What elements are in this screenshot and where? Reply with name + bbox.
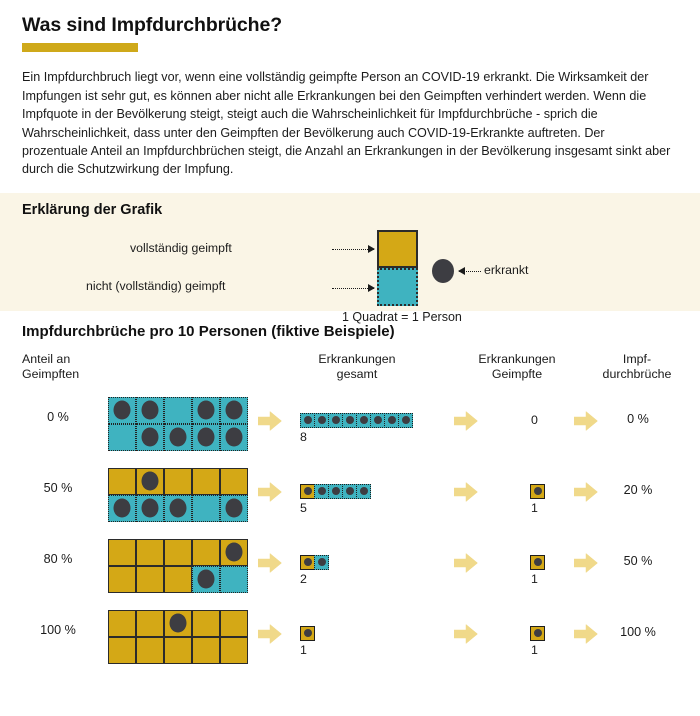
sick-dot-icon [170, 614, 187, 633]
vaccinated-illnesses-strip [530, 484, 544, 499]
chart-section [0, 311, 700, 670]
sick-dot-icon [304, 487, 312, 495]
legend-swatch-unvaccinated [377, 268, 418, 306]
person-square [136, 495, 164, 522]
chart-row [22, 528, 678, 599]
vaccinated-illness-cell [530, 484, 545, 499]
header-section [0, 0, 700, 179]
arrow-right-icon [574, 411, 598, 431]
person-square [164, 566, 192, 593]
arrow-right-icon [454, 411, 478, 431]
person-square [220, 495, 248, 522]
chart-row [22, 386, 678, 457]
person-square [136, 397, 164, 424]
total-illness-cell [328, 413, 343, 428]
arrow-right-icon [258, 553, 282, 573]
person-square [136, 610, 164, 637]
sick-dot-icon [226, 499, 243, 518]
sick-dot-icon [170, 499, 187, 518]
total-illnesses-strip [300, 413, 412, 428]
legend-sick-dot-icon [432, 259, 454, 283]
chart-column-headers [22, 352, 678, 386]
sick-dot-icon [114, 401, 131, 420]
vaccinated-illnesses-strip [530, 626, 544, 641]
total-illness-cell [384, 413, 399, 428]
breakthrough-percentage: 20 % [623, 482, 653, 497]
person-square [108, 424, 136, 451]
total-illnesses-strip [300, 484, 370, 499]
column-header-total-illnesses: Erkrankungen gesamt [318, 351, 396, 382]
breakthrough-percentage: 100 % [620, 624, 656, 639]
arrow-right-icon [574, 553, 598, 573]
chart-title: Impfdurchbrüche pro 10 Personen (fiktive Beispiele) [22, 322, 395, 340]
legend-label-sick: erkrankt [484, 262, 529, 277]
arrow-right-icon [574, 482, 598, 502]
person-square [164, 424, 192, 451]
sick-dot-icon [226, 428, 243, 447]
total-illness-cell [300, 555, 315, 570]
total-illnesses-count: 1 [300, 642, 307, 657]
sick-dot-icon [114, 499, 131, 518]
arrow-right-icon [258, 411, 282, 431]
sick-dot-icon [318, 487, 326, 495]
total-illness-cell [314, 413, 329, 428]
person-square [136, 424, 164, 451]
person-square [192, 468, 220, 495]
column-header-breakthroughs: Impf- durchbrüche [602, 351, 672, 382]
legend-label-not-vaccinated: nicht (vollständig) geimpft [86, 278, 226, 293]
legend-section [0, 193, 700, 324]
arrow-right-icon [574, 624, 598, 644]
total-illness-cell [356, 413, 371, 428]
total-illness-cell [398, 413, 413, 428]
person-square [108, 637, 136, 664]
person-square [192, 424, 220, 451]
person-square [192, 495, 220, 522]
sick-dot-icon [360, 487, 368, 495]
sick-dot-icon [534, 558, 542, 566]
chart-rows [22, 386, 678, 670]
person-square [164, 495, 192, 522]
legend-caption: 1 Quadrat = 1 Person [342, 309, 462, 324]
total-illness-cell [356, 484, 371, 499]
sick-dot-icon [226, 543, 243, 562]
person-square [164, 468, 192, 495]
page-title: Was sind Impfdurchbrüche? [22, 14, 283, 36]
row-share-label: 100 % [40, 622, 76, 637]
person-square [136, 468, 164, 495]
sick-dot-icon [198, 428, 215, 447]
column-header-share: Anteil an Geimpften [22, 351, 80, 382]
person-square [136, 637, 164, 664]
sick-dot-icon [198, 401, 215, 420]
legend-diagram [22, 222, 678, 324]
vaccinated-illnesses-count: 1 [531, 571, 538, 586]
sick-dot-icon [346, 416, 354, 424]
title-underline-rule [22, 43, 138, 52]
legend-label-fully-vaccinated: vollständig geimpft [130, 240, 232, 255]
person-square [108, 610, 136, 637]
person-square [220, 637, 248, 664]
sick-dot-icon [346, 487, 354, 495]
total-illnesses-count: 8 [300, 429, 307, 444]
total-illness-cell [342, 484, 357, 499]
sick-dot-icon [318, 416, 326, 424]
total-illnesses-count: 5 [300, 500, 307, 515]
legend-arrow-to-yellow-icon [332, 249, 374, 250]
person-square [164, 539, 192, 566]
total-illnesses-strip [300, 555, 328, 570]
sick-dot-icon [142, 499, 159, 518]
sick-dot-icon [534, 487, 542, 495]
total-illness-cell [342, 413, 357, 428]
person-square [220, 566, 248, 593]
arrow-right-icon [454, 553, 478, 573]
person-square [192, 566, 220, 593]
person-square [192, 637, 220, 664]
total-illnesses-count: 2 [300, 571, 307, 586]
total-illnesses-strip [300, 626, 314, 641]
breakthrough-percentage: 0 % [627, 411, 649, 426]
arrow-right-icon [454, 624, 478, 644]
person-square [220, 424, 248, 451]
row-share-label: 80 % [43, 551, 73, 566]
person-square [220, 539, 248, 566]
sick-dot-icon [388, 416, 396, 424]
person-square [108, 495, 136, 522]
sick-dot-icon [318, 558, 326, 566]
person-square [220, 610, 248, 637]
legend-arrow-to-dot-icon [459, 271, 481, 272]
column-header-vaccinated-illnesses: Erkrankungen Geimpfte [478, 351, 556, 382]
population-grid [108, 468, 248, 522]
sick-dot-icon [170, 428, 187, 447]
chart-row [22, 599, 678, 670]
total-illness-cell [328, 484, 343, 499]
person-square [164, 610, 192, 637]
sick-dot-icon [304, 558, 312, 566]
vaccinated-illness-cell [530, 626, 545, 641]
population-grid [108, 397, 248, 451]
person-square [136, 566, 164, 593]
sick-dot-icon [332, 487, 340, 495]
legend-swatch-vaccinated [377, 230, 418, 268]
row-share-label: 50 % [43, 480, 73, 495]
sick-dot-icon [534, 629, 542, 637]
sick-dot-icon [360, 416, 368, 424]
sick-dot-icon [198, 570, 215, 589]
person-square [220, 468, 248, 495]
total-illness-cell [300, 484, 315, 499]
sick-dot-icon [142, 401, 159, 420]
person-square [192, 397, 220, 424]
person-square [164, 397, 192, 424]
person-square [108, 539, 136, 566]
person-square [108, 397, 136, 424]
breakthrough-percentage: 50 % [623, 553, 653, 568]
arrow-right-icon [258, 482, 282, 502]
sick-dot-icon [226, 401, 243, 420]
population-grid [108, 539, 248, 593]
person-square [164, 637, 192, 664]
row-share-label: 0 % [47, 409, 69, 424]
person-square [192, 539, 220, 566]
person-square [108, 468, 136, 495]
arrow-right-icon [454, 482, 478, 502]
sick-dot-icon [402, 416, 410, 424]
legend-title: Erklärung der Grafik [22, 201, 163, 218]
total-illness-cell [370, 413, 385, 428]
person-square [108, 566, 136, 593]
person-square [192, 610, 220, 637]
sick-dot-icon [374, 416, 382, 424]
vaccinated-illnesses-count: 0 [531, 412, 538, 427]
sick-dot-icon [142, 428, 159, 447]
sick-dot-icon [304, 416, 312, 424]
legend-arrow-to-teal-icon [332, 288, 374, 289]
arrow-right-icon [258, 624, 282, 644]
vaccinated-illnesses-count: 1 [531, 500, 538, 515]
total-illness-cell [300, 413, 315, 428]
vaccinated-illnesses-count: 1 [531, 642, 538, 657]
sick-dot-icon [304, 629, 312, 637]
vaccinated-illnesses-strip [530, 555, 544, 570]
sick-dot-icon [332, 416, 340, 424]
person-square [136, 539, 164, 566]
total-illness-cell [314, 484, 329, 499]
chart-row [22, 457, 678, 528]
vaccinated-illness-cell [530, 555, 545, 570]
intro-paragraph: Ein Impfdurchbruch liegt vor, wenn eine vollständig geimpfte Person an COVID-19 erkrankt. Die Wirksamkeit der Impfungen ist sehr gut, es können aber nicht alle Erkrankungen bei den Geimpften verhindert werden. Wenn die Impfquote in der Bevölkerung steigt, steigt auch die Wahrscheinlichkeit für Impfdurchbrüche - sprich die Wahrscheinlichkeit, dass unter den Geimpften der Bevölkerung auch COVID-19-Erkrankte auftreten. Der prozentuale Anteil an Impfdurchbrüchen steigt, die Anzahl an Erkrankungen in der Bevölkerung insgesamt sinkt aber durch die Schutzwirkung der Impfung. [22, 70, 671, 177]
total-illness-cell [300, 626, 315, 641]
population-grid [108, 610, 248, 664]
sick-dot-icon [142, 472, 159, 491]
person-square [220, 397, 248, 424]
total-illness-cell [314, 555, 329, 570]
